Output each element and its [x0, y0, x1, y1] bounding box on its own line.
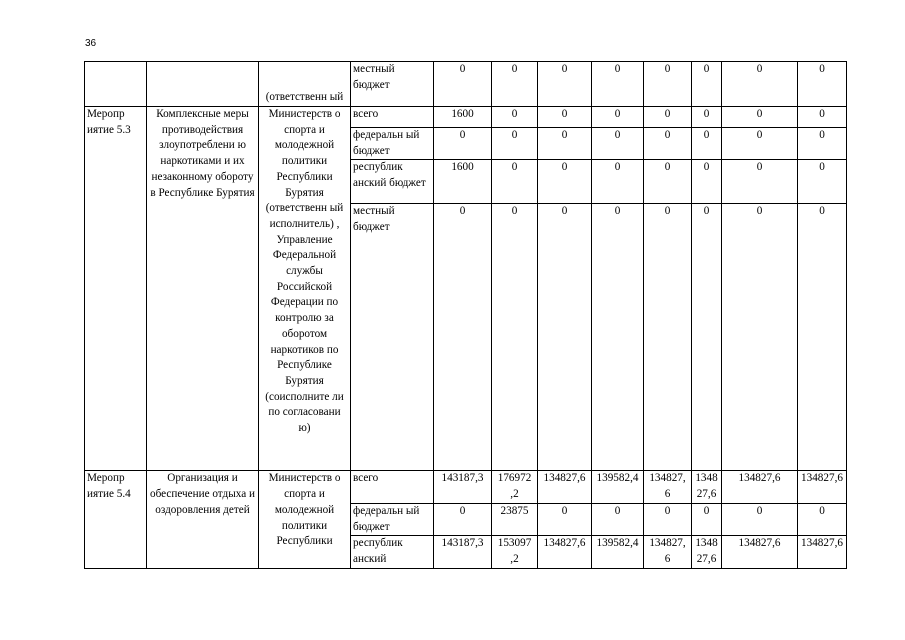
- value-cell: 134827,6: [538, 536, 592, 569]
- value-cell: 0: [722, 128, 798, 160]
- value-cell: 0: [538, 62, 592, 107]
- value-cell: 0: [592, 503, 644, 535]
- value-cell: 0: [692, 204, 722, 471]
- table-row: [85, 107, 847, 128]
- value-cell: 0: [692, 62, 722, 107]
- value-cell: 0: [538, 503, 592, 535]
- value-cell: 0: [492, 128, 538, 160]
- value-cell: 134827,6: [722, 536, 798, 569]
- funding-source: республик анский бюджет: [351, 160, 434, 204]
- value-cell: 0: [538, 128, 592, 160]
- value-cell: 0: [592, 128, 644, 160]
- value-cell: 0: [692, 503, 722, 535]
- value-cell: 0: [692, 128, 722, 160]
- activity-responsible: Министерств о спорта и молодежной политики Республики: [259, 471, 351, 569]
- value-cell: 0: [722, 160, 798, 204]
- responsible-cell: (ответственн ый: [259, 62, 351, 107]
- value-cell: 134827,6: [722, 471, 798, 503]
- activity-name: Меропр иятие 5.4: [85, 471, 147, 569]
- value-cell: 0: [492, 204, 538, 471]
- activity-name-cell: [85, 62, 147, 107]
- funding-source: местный бюджет: [351, 62, 434, 107]
- funding-source: республик анский: [351, 536, 434, 569]
- value-cell: 0: [798, 128, 847, 160]
- value-cell: 139582,4: [592, 536, 644, 569]
- funding-source: федеральн ый бюджет: [351, 128, 434, 160]
- value-cell: 0: [538, 107, 592, 128]
- value-cell: 0: [492, 107, 538, 128]
- value-cell: 0: [592, 160, 644, 204]
- value-cell: 0: [722, 62, 798, 107]
- value-cell: 0: [644, 503, 692, 535]
- value-cell: 0: [644, 107, 692, 128]
- value-cell: 0: [538, 160, 592, 204]
- value-cell: 1600: [434, 107, 492, 128]
- table-row: [85, 471, 847, 503]
- value-cell: 1348 27,6: [692, 536, 722, 569]
- value-cell: 1348 27,6: [692, 471, 722, 503]
- value-cell: 0: [434, 62, 492, 107]
- value-cell: 134827, 6: [644, 536, 692, 569]
- value-cell: 0: [592, 204, 644, 471]
- value-cell: 134827,6: [798, 471, 847, 503]
- value-cell: 143187,3: [434, 536, 492, 569]
- value-cell: 0: [798, 107, 847, 128]
- value-cell: 0: [434, 204, 492, 471]
- value-cell: 0: [798, 503, 847, 535]
- value-cell: 0: [692, 160, 722, 204]
- value-cell: 0: [434, 128, 492, 160]
- value-cell: 0: [722, 204, 798, 471]
- value-cell: 0: [692, 107, 722, 128]
- activity-description: Организация и обеспечение отдыха и оздоровления детей: [147, 471, 259, 569]
- value-cell: 0: [434, 503, 492, 535]
- value-cell: 0: [722, 503, 798, 535]
- value-cell: 0: [644, 128, 692, 160]
- value-cell: 0: [644, 62, 692, 107]
- funding-source: всего: [351, 107, 434, 128]
- budget-table: [84, 61, 847, 569]
- funding-source: всего: [351, 471, 434, 503]
- value-cell: 134827, 6: [644, 471, 692, 503]
- value-cell: 0: [492, 160, 538, 204]
- value-cell: 176972 ,2: [492, 471, 538, 503]
- activity-responsible: Министерств о спорта и молодежной политики Республики Бурятия (ответственн ый исполнитель) , Управление Федеральной службы Российской Федерации по контролю за оборотом наркотиков по Республике Бурятия (соисполните ли по согласовани ю): [259, 107, 351, 471]
- value-cell: 0: [592, 62, 644, 107]
- table-row: [85, 62, 847, 107]
- funding-source: местный бюджет: [351, 204, 434, 471]
- value-cell: 0: [538, 204, 592, 471]
- value-cell: 0: [644, 160, 692, 204]
- value-cell: 0: [592, 107, 644, 128]
- value-cell: 23875: [492, 503, 538, 535]
- page-number: 36: [85, 38, 97, 49]
- value-cell: 134827,6: [538, 471, 592, 503]
- value-cell: 134827,6: [798, 536, 847, 569]
- activity-description-cell: [147, 62, 259, 107]
- activity-description: Комплексные меры противодействия злоупотреблени ю наркотиками и их незаконному обороту в Республике Бурятия: [147, 107, 259, 471]
- value-cell: 1600: [434, 160, 492, 204]
- funding-source: федеральн ый бюджет: [351, 503, 434, 535]
- value-cell: 0: [798, 62, 847, 107]
- value-cell: 0: [722, 107, 798, 128]
- value-cell: 0: [644, 204, 692, 471]
- value-cell: 0: [798, 160, 847, 204]
- activity-name: Меропр иятие 5.3: [85, 107, 147, 471]
- value-cell: 0: [798, 204, 847, 471]
- value-cell: 139582,4: [592, 471, 644, 503]
- value-cell: 143187,3: [434, 471, 492, 503]
- value-cell: 0: [492, 62, 538, 107]
- value-cell: 153097 ,2: [492, 536, 538, 569]
